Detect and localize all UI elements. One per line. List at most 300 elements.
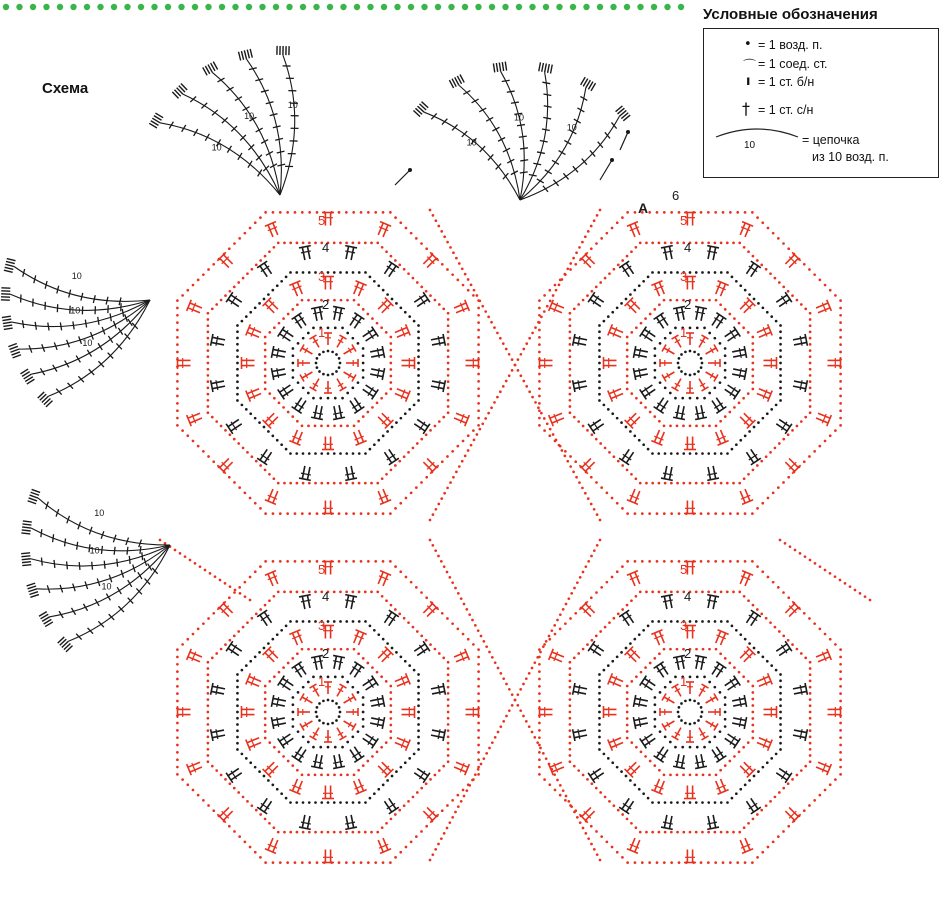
chain-dot bbox=[236, 393, 239, 396]
chain-dot bbox=[829, 434, 832, 437]
chain-dot bbox=[647, 276, 650, 279]
chain-dot bbox=[626, 362, 629, 365]
chain-dot bbox=[580, 607, 583, 610]
chain-dot bbox=[301, 299, 304, 302]
chain-dot bbox=[292, 725, 295, 728]
stitch-symbol bbox=[699, 728, 708, 740]
chain-dot bbox=[314, 271, 317, 274]
chain-dot bbox=[280, 280, 283, 283]
chain-dot bbox=[202, 622, 205, 625]
join-chain-dot bbox=[536, 741, 539, 744]
chain-dot bbox=[714, 560, 717, 563]
chain-dot bbox=[351, 386, 354, 389]
chain-dot bbox=[695, 648, 698, 651]
stitch-tick bbox=[542, 129, 550, 131]
chain-dot bbox=[689, 397, 692, 400]
chain-dot bbox=[405, 227, 408, 230]
chain-dot bbox=[345, 211, 348, 214]
chain-dot bbox=[616, 655, 619, 658]
chain-dot bbox=[649, 662, 652, 665]
stitch-symbol bbox=[633, 695, 647, 707]
chain-dot bbox=[420, 830, 423, 833]
chain-dot bbox=[751, 355, 754, 358]
chain-dot bbox=[685, 861, 688, 864]
chain-dot bbox=[751, 560, 754, 563]
chain-dot bbox=[664, 591, 667, 594]
chain-dot bbox=[207, 374, 210, 377]
chain-dot bbox=[766, 311, 769, 314]
stitch-symbol bbox=[350, 398, 364, 414]
chain-dot bbox=[630, 331, 633, 334]
chain-dot bbox=[345, 620, 348, 623]
chain-dot bbox=[442, 657, 445, 660]
chain-dot bbox=[447, 318, 450, 321]
chain-dot bbox=[287, 411, 290, 414]
chain-dot bbox=[407, 621, 410, 624]
stitch-tick bbox=[117, 559, 118, 567]
chain-dot bbox=[829, 638, 832, 641]
chain-dot bbox=[207, 455, 210, 458]
stitch-symbol bbox=[300, 372, 312, 381]
chain-dot bbox=[268, 599, 271, 602]
chain-dot bbox=[779, 729, 782, 732]
stitch-symbol bbox=[757, 389, 772, 402]
chain-label: 10 bbox=[514, 112, 525, 123]
join-chain-dot bbox=[566, 267, 569, 270]
chain-dot bbox=[726, 620, 729, 623]
join-chain-dot bbox=[540, 412, 543, 415]
chain-dot bbox=[289, 591, 292, 594]
chain-dot bbox=[223, 253, 226, 256]
chain-dot bbox=[766, 660, 769, 663]
round-number-4: 4 bbox=[684, 240, 692, 255]
chain-dot bbox=[447, 337, 450, 340]
chain-dot bbox=[700, 861, 703, 864]
chain-dot bbox=[447, 686, 450, 689]
chain-dot bbox=[341, 676, 344, 679]
chain-dot bbox=[733, 666, 736, 669]
chain-dot bbox=[374, 211, 377, 214]
chain-dot bbox=[726, 482, 729, 485]
chain-dot bbox=[648, 512, 651, 515]
chain-dot bbox=[582, 299, 585, 302]
chain-dot bbox=[207, 362, 210, 365]
chain-dot bbox=[744, 861, 747, 864]
stitch-symbol bbox=[816, 300, 831, 313]
chain-dot bbox=[357, 342, 360, 345]
chain-dot bbox=[389, 336, 392, 339]
chain-dot bbox=[224, 429, 227, 432]
chain-dot bbox=[791, 643, 794, 646]
border-dot bbox=[556, 4, 562, 10]
chain-dot bbox=[674, 746, 677, 749]
stitch-symbol bbox=[187, 300, 202, 313]
join-chain-dot bbox=[854, 589, 857, 592]
chain-dot bbox=[237, 791, 240, 794]
chain-label: 10 bbox=[89, 545, 100, 556]
stitch-comb bbox=[244, 50, 246, 59]
chain-dot bbox=[477, 373, 480, 376]
join-chain-dot bbox=[514, 364, 517, 367]
chain-dot bbox=[345, 560, 348, 563]
chain-dot bbox=[598, 729, 601, 732]
stitch-tick bbox=[498, 137, 505, 141]
chain-dot bbox=[477, 409, 480, 412]
join-chain-dot bbox=[520, 353, 523, 356]
chain-dot bbox=[538, 773, 541, 776]
border-dot bbox=[138, 4, 144, 10]
chain-dot bbox=[779, 717, 782, 720]
chain-dot bbox=[273, 675, 276, 678]
chain-dot bbox=[648, 560, 651, 563]
chain-dot bbox=[229, 782, 232, 785]
round-number-2: 2 bbox=[684, 646, 692, 661]
chain-dot bbox=[207, 368, 210, 371]
chain-dot bbox=[339, 711, 342, 714]
chain-dot bbox=[626, 336, 629, 339]
chain-dot bbox=[611, 412, 614, 415]
legend-item-chain-loop-2: из 10 возд. п. bbox=[812, 150, 889, 164]
chain-dot bbox=[779, 343, 782, 346]
chain-dot bbox=[447, 411, 450, 414]
chain-dot bbox=[669, 648, 672, 651]
chain-dot bbox=[389, 368, 392, 371]
chain-dot bbox=[398, 613, 401, 616]
chain-dot bbox=[425, 639, 428, 642]
join-chain-dot bbox=[569, 262, 572, 265]
chain-dot bbox=[291, 415, 294, 418]
chain-dot bbox=[314, 482, 317, 485]
stitch-symbol bbox=[706, 721, 718, 730]
stitch-symbol bbox=[661, 466, 673, 480]
chain-dot bbox=[241, 753, 244, 756]
join-chain-dot bbox=[452, 476, 455, 479]
chain-dot bbox=[707, 482, 710, 485]
join-chain-dot bbox=[570, 592, 573, 595]
stitch-symbol bbox=[350, 313, 364, 329]
chain-dot bbox=[289, 482, 292, 485]
chain-dot bbox=[371, 317, 374, 320]
chain-dot bbox=[390, 818, 393, 821]
chain-dot bbox=[684, 700, 687, 703]
chain-dot bbox=[268, 680, 271, 683]
chain-dot bbox=[308, 620, 311, 623]
chain-dot bbox=[680, 702, 683, 705]
chain-dot bbox=[743, 246, 746, 249]
chain-dot bbox=[446, 455, 449, 458]
chain-dot bbox=[382, 784, 385, 787]
join-chain-dot bbox=[471, 779, 474, 782]
join-chain-dot bbox=[499, 390, 502, 393]
chain-dot bbox=[308, 512, 311, 515]
join-chain-dot bbox=[533, 736, 536, 739]
stitch-symbol bbox=[816, 649, 831, 662]
chain-loop-arc bbox=[38, 498, 170, 545]
chain-dot bbox=[649, 313, 652, 316]
join-chain-dot bbox=[476, 433, 479, 436]
chain-dot bbox=[316, 861, 319, 864]
chain-dot bbox=[236, 337, 239, 340]
chain-dot bbox=[376, 671, 379, 674]
stitch-symbol bbox=[265, 222, 278, 237]
chain-dot bbox=[779, 686, 782, 689]
chain-dot bbox=[477, 387, 480, 390]
chain-dot bbox=[765, 804, 768, 807]
chain-dot bbox=[779, 723, 782, 726]
stitch-tick bbox=[238, 153, 242, 160]
chain-dot bbox=[569, 661, 572, 664]
chain-dot bbox=[389, 730, 392, 733]
chain-dot bbox=[389, 711, 392, 714]
chain-dot bbox=[818, 445, 821, 448]
chain-dot bbox=[707, 271, 710, 274]
chain-dot bbox=[211, 657, 214, 660]
stitch-symbol bbox=[608, 738, 623, 751]
chain-dot bbox=[670, 801, 673, 804]
chain-dot bbox=[751, 685, 754, 688]
stitch-symbol bbox=[828, 357, 841, 369]
stitch-symbol bbox=[370, 717, 384, 729]
chain-dot bbox=[391, 426, 394, 429]
stitch-symbol bbox=[211, 334, 225, 346]
chain-dot bbox=[793, 602, 796, 605]
chain-dot bbox=[714, 452, 717, 455]
join-chain-dot bbox=[514, 699, 517, 702]
stitch-symbol bbox=[608, 389, 623, 402]
join-chain-dot bbox=[559, 784, 562, 787]
chain-dot bbox=[417, 387, 420, 390]
chain-dot bbox=[271, 638, 274, 641]
chain-dot bbox=[726, 242, 729, 245]
chain-dot bbox=[751, 362, 754, 365]
stitch-symbol bbox=[662, 721, 674, 730]
chain-dot bbox=[777, 237, 780, 240]
chain-dot bbox=[747, 250, 750, 253]
chain-dot bbox=[272, 512, 275, 515]
chain-dot bbox=[715, 299, 718, 302]
chain-dot bbox=[327, 452, 330, 455]
stitch-symbol bbox=[337, 379, 346, 391]
stitch-comb bbox=[12, 352, 20, 355]
join-chain-dot bbox=[488, 747, 491, 750]
stitch-comb bbox=[3, 322, 12, 323]
chain-dot bbox=[477, 343, 480, 346]
chain-dot bbox=[362, 362, 365, 365]
chain-dot bbox=[327, 620, 330, 623]
chain-dot bbox=[307, 332, 310, 335]
chain-dot bbox=[629, 642, 632, 645]
join-chain-dot bbox=[485, 645, 488, 648]
chain-loop-arc bbox=[160, 123, 280, 195]
chain-dot bbox=[236, 729, 239, 732]
join-chain-dot bbox=[550, 629, 553, 632]
chain-dot bbox=[569, 362, 572, 365]
chain-dot bbox=[176, 358, 179, 361]
chain-dot bbox=[218, 607, 221, 610]
stitch-symbol bbox=[695, 754, 707, 768]
chain-dot bbox=[318, 370, 321, 373]
join-chain-dot bbox=[789, 545, 792, 548]
join-chain-dot bbox=[555, 289, 558, 292]
chain-dot bbox=[264, 375, 267, 378]
stitch-symbol bbox=[414, 641, 430, 655]
chain-dot bbox=[308, 211, 311, 214]
join-chain-dot bbox=[525, 720, 528, 723]
join-chain-dot bbox=[550, 768, 553, 771]
join-chain-dot bbox=[542, 645, 545, 648]
chain-dot bbox=[315, 711, 318, 714]
chain-dot bbox=[779, 748, 782, 751]
stitch-symbol bbox=[178, 357, 191, 369]
chain-dot bbox=[447, 692, 450, 695]
chain-dot bbox=[447, 717, 450, 720]
chain-loop-arc bbox=[501, 71, 525, 200]
join-chain-dot bbox=[497, 731, 500, 734]
chain-dot bbox=[316, 512, 319, 515]
stitch-symbol bbox=[324, 381, 332, 393]
chain-dot bbox=[670, 861, 673, 864]
chain-dot bbox=[659, 691, 662, 694]
chain-dot bbox=[707, 242, 710, 245]
chain-dot bbox=[477, 736, 480, 739]
chain-dot bbox=[477, 314, 480, 317]
chain-dot bbox=[442, 416, 445, 419]
chain-dot bbox=[370, 482, 373, 485]
chain-dot bbox=[839, 714, 842, 717]
chain-dot bbox=[338, 861, 341, 864]
chain-dot bbox=[747, 822, 750, 825]
chain-dot bbox=[301, 648, 304, 651]
chain-dot bbox=[380, 326, 383, 329]
chain-dot bbox=[591, 290, 594, 293]
chain-dot bbox=[809, 387, 812, 390]
chain-dot bbox=[707, 560, 710, 563]
chain-dot bbox=[654, 347, 657, 350]
chain-dot bbox=[272, 861, 275, 864]
chain-dot bbox=[839, 751, 842, 754]
chain-dot bbox=[779, 355, 782, 358]
chain-dot bbox=[600, 237, 603, 240]
chain-dot bbox=[598, 387, 601, 390]
stitch-comb bbox=[5, 264, 14, 266]
border-dot bbox=[286, 4, 292, 10]
stitch-symbol bbox=[695, 306, 707, 320]
join-chain-dot bbox=[546, 422, 549, 425]
join-chain-dot bbox=[539, 651, 542, 654]
join-chain-dot bbox=[516, 704, 519, 707]
chain-dot bbox=[604, 626, 607, 629]
chain-dot bbox=[403, 804, 406, 807]
join-chain-dot bbox=[458, 465, 461, 468]
chain-dot bbox=[708, 681, 711, 684]
chain-dot bbox=[591, 433, 594, 436]
chain-dot bbox=[322, 722, 325, 725]
chain-dot bbox=[367, 560, 370, 563]
chain-dot bbox=[338, 715, 341, 718]
chain-dot bbox=[538, 417, 541, 420]
stitch-symbol bbox=[627, 838, 640, 853]
chain-dot bbox=[254, 221, 257, 224]
chain-dot bbox=[249, 761, 252, 764]
chain-dot bbox=[598, 380, 601, 383]
stitch-symbol bbox=[633, 717, 647, 729]
chain-dot bbox=[447, 368, 450, 371]
chain-dot bbox=[431, 253, 434, 256]
join-chain-dot bbox=[814, 562, 817, 565]
chain-dot bbox=[334, 397, 337, 400]
join-chain-dot bbox=[563, 455, 566, 458]
chain-dot bbox=[268, 741, 271, 744]
chain-dot bbox=[729, 861, 732, 864]
chain-dot bbox=[651, 620, 654, 623]
join-chain-dot bbox=[584, 565, 587, 568]
chain-dot bbox=[376, 831, 379, 834]
chain-dot bbox=[766, 412, 769, 415]
chain-dot bbox=[684, 351, 687, 354]
border-dot bbox=[246, 4, 252, 10]
stitch-symbol bbox=[211, 729, 225, 741]
join-chain-dot bbox=[487, 316, 490, 319]
stitch-symbol bbox=[619, 798, 633, 814]
chain-dot bbox=[586, 778, 589, 781]
stitch-tick bbox=[537, 152, 545, 154]
join-chain-dot bbox=[522, 348, 525, 351]
stitch-symbol bbox=[337, 684, 346, 696]
join-chain-dot bbox=[553, 624, 556, 627]
chain-dot bbox=[456, 279, 459, 282]
chain-dot bbox=[724, 711, 727, 714]
chain-dot bbox=[267, 430, 270, 433]
stitch-symbol bbox=[706, 694, 718, 703]
chain-dot bbox=[657, 452, 660, 455]
chain-dot bbox=[362, 718, 365, 721]
chain-dot bbox=[228, 596, 231, 599]
chain-dot bbox=[569, 331, 572, 334]
chain-dot bbox=[726, 452, 729, 455]
chain-dot bbox=[728, 411, 731, 414]
chain-dot bbox=[346, 424, 349, 427]
chain-dot bbox=[360, 560, 363, 563]
join-chain-dot bbox=[159, 539, 162, 542]
chain-dot bbox=[244, 581, 247, 584]
chain-dot bbox=[236, 399, 239, 402]
join-chain-dot bbox=[531, 332, 534, 335]
stitch-symbol bbox=[354, 630, 367, 645]
chain-dot bbox=[236, 374, 239, 377]
chain-dot bbox=[839, 329, 842, 332]
chain-dot bbox=[769, 272, 772, 275]
chain-dot bbox=[273, 595, 276, 598]
chain-dot bbox=[302, 452, 305, 455]
chain-dot bbox=[824, 440, 827, 443]
chain-dot bbox=[233, 286, 236, 289]
chain-dot bbox=[644, 755, 647, 758]
chain-dot bbox=[700, 512, 703, 515]
join-chain-dot bbox=[505, 683, 508, 686]
stitch-tick bbox=[128, 319, 132, 326]
chain-dot bbox=[249, 660, 252, 663]
chain-dot bbox=[385, 331, 388, 334]
chain-dot bbox=[590, 596, 593, 599]
chain-dot bbox=[669, 392, 672, 395]
chain-dot bbox=[277, 482, 280, 485]
stitch-symbol bbox=[706, 345, 718, 354]
chain-dot bbox=[417, 374, 420, 377]
chain-dot bbox=[254, 766, 257, 769]
chain-dot bbox=[283, 242, 286, 245]
chain-dot bbox=[670, 831, 673, 834]
chain-dot bbox=[658, 831, 661, 834]
